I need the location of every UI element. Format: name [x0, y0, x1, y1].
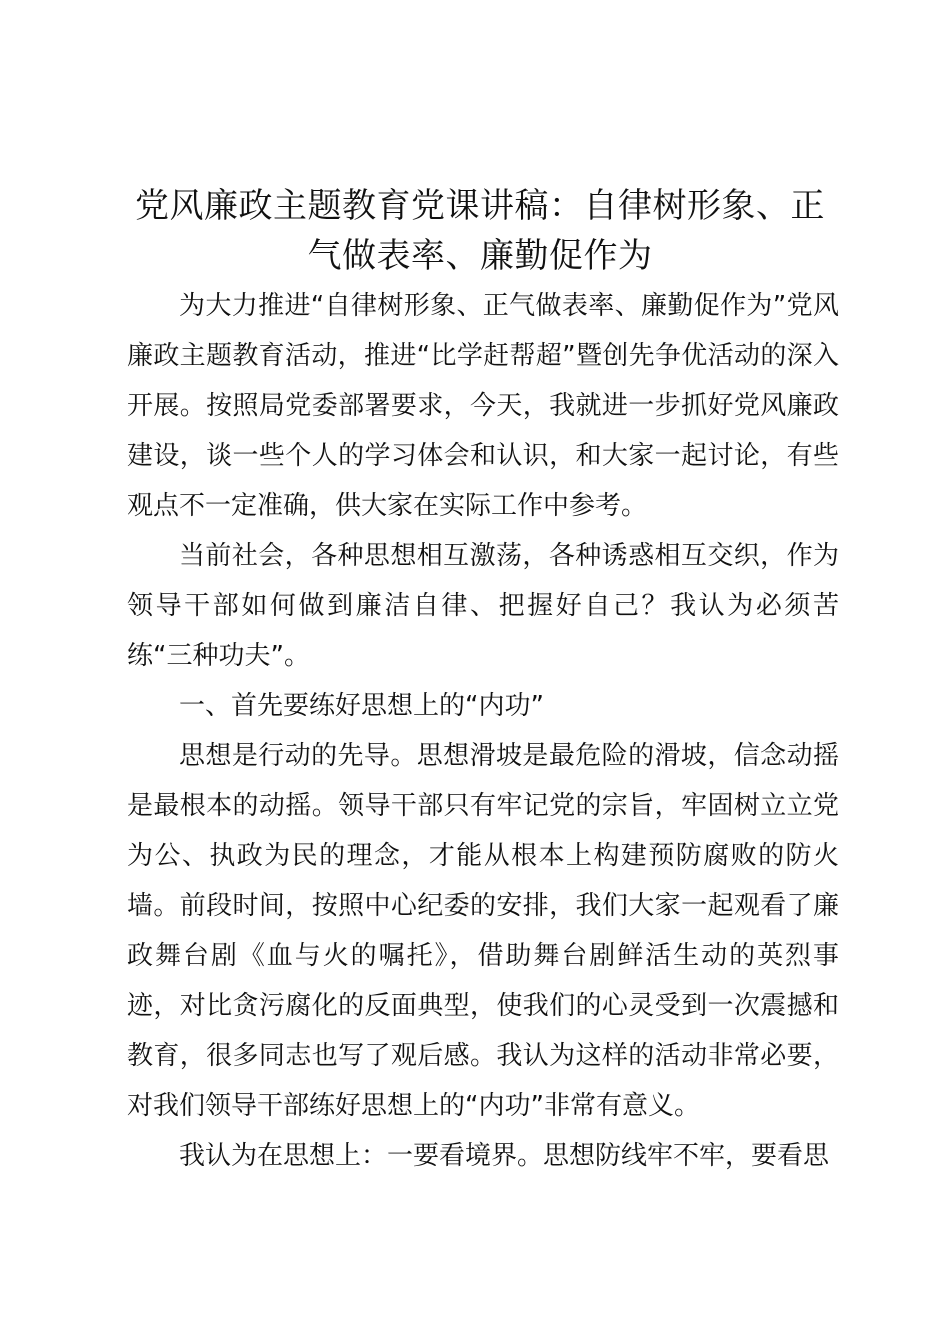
- document-body: [127, 281, 839, 1181]
- document-title: 党风廉政主题教育党课讲稿：自律树形象、正气做表率、廉勤促作为: [135, 186, 825, 276]
- paragraph-context: 当前社会，各种思想相互激荡，各种诱惑相互交织，作为领导干部如何做到廉洁自律、把握好自己？我认为必须苦练“三种功夫”。: [127, 541, 839, 671]
- section-heading-1: 一、首先要练好思想上的“内功”: [179, 691, 544, 721]
- paragraph-thought: 思想是行动的先导。思想滑坡是最危险的滑坡，信念动摇是最根本的动摇。领导干部只有牢记党的宗旨，牢固树立立党为公、执政为民的理念，才能从根本上构建预防腐败的防火墙。前段时间，按照中心纪委的安排，我们大家一起观看了廉政舞台剧《血与火的嘱托》，借助舞台剧鲜活生动的英烈事迹，对比贪污腐化的反面典型，使我们的心灵受到一次震撼和教育，很多同志也写了观后感。我认为这样的活动非常必要，对我们领导干部练好思想上的“内功”非常有意义。: [127, 741, 839, 1121]
- paragraph-realm: 我认为在思想上：一要看境界。思想防线牢不牢，要看思: [179, 1141, 830, 1171]
- paragraph-intro: 为大力推进“自律树形象、正气做表率、廉勤促作为”党风廉政主题教育活动，推进“比学赶帮超”暨创先争优活动的深入开展。按照局党委部署要求，今天，我就进一步抓好党风廉政建设，谈一些个人的学习体会和认识，和大家一起讨论，有些观点不一定准确，供大家在实际工作中参考。: [127, 291, 839, 521]
